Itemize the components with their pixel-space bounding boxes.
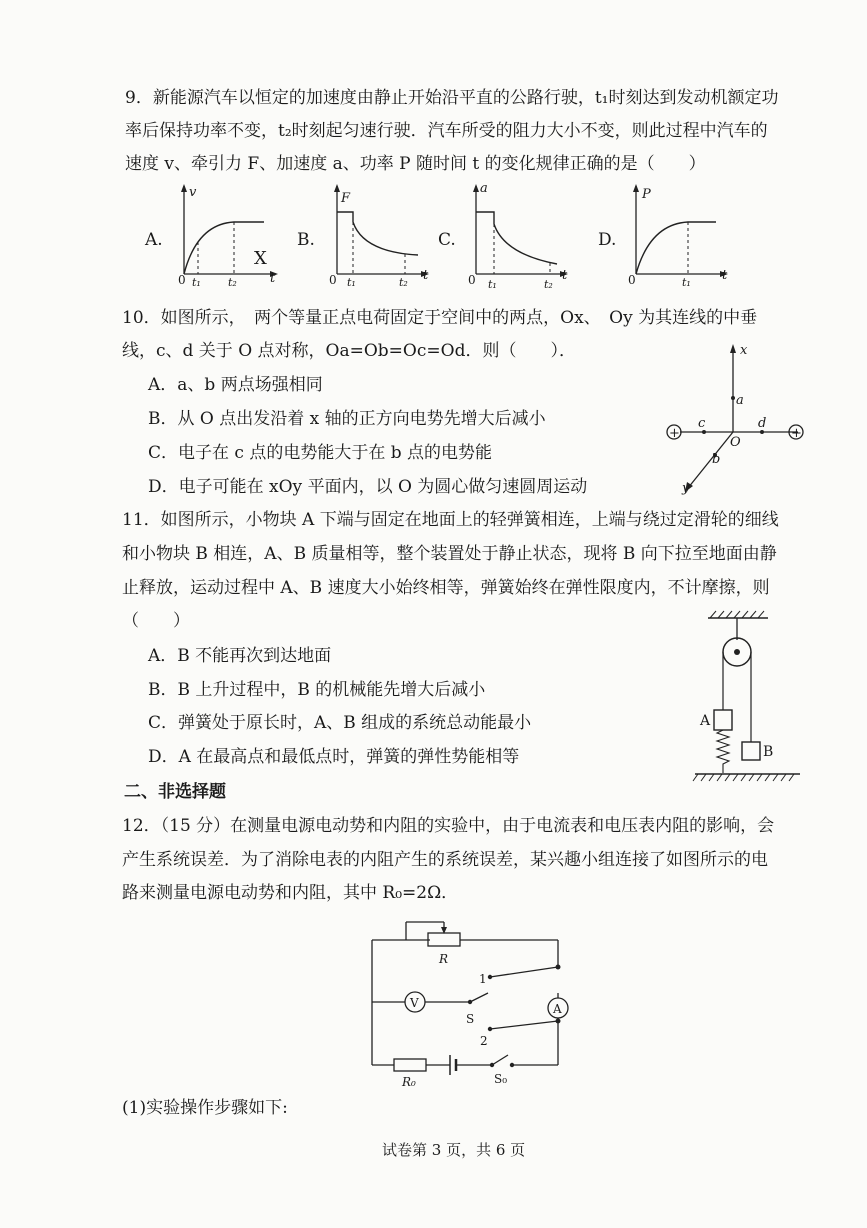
q10-charge-figure xyxy=(660,340,810,500)
q11-line-4: （ ） xyxy=(122,611,190,631)
q11-option-a: A．B 不能再次到达地面 xyxy=(148,646,332,666)
q10-option-a: A．a、b 两点场强相同 xyxy=(148,375,323,395)
graph-a-t2: t₂ xyxy=(228,276,237,289)
q11-line-3: 止释放，运动过程中 A、B 速度大小始终相等，弹簧始终在弹性限度内，不计摩擦，则 xyxy=(122,578,770,598)
q9-line-3: 速度 v、牵引力 F、加速度 a、功率 P 随时间 t 的变化规律正确的是（ ） xyxy=(125,154,706,174)
q10-option-b: B．从 O 点出发沿着 x 轴的正方向电势先增大后减小 xyxy=(148,409,546,429)
block-a-label: A xyxy=(700,713,711,729)
graph-d-origin: 0 xyxy=(628,273,636,287)
voltmeter-label: V xyxy=(410,996,419,1010)
q10-line-1: 10．如图所示， 两个等量正点电荷固定于空间中的两点，Ox、 Oy 为其连线的中垂 xyxy=(122,308,758,328)
terminal-2-label: 2 xyxy=(480,1034,488,1048)
q10-line-2: 线，c、d 关于 O 点对称，Oa=Ob=Oc=Od．则（ ）． xyxy=(122,341,576,361)
q9-option-a: A. xyxy=(145,230,163,250)
section-heading: 二、非选择题 xyxy=(124,782,226,802)
block-b-label: B xyxy=(763,744,774,760)
q11-line-1: 11．如图所示，小物块 A 下端与固定在地面上的轻弹簧相连，上端与绕过定滑轮的细线 xyxy=(122,510,779,530)
x-axis-label: x xyxy=(740,343,748,358)
graph-a-xlabel: t xyxy=(270,271,276,286)
switch-s-label: S xyxy=(466,1012,475,1026)
origin-o-label: O xyxy=(730,435,741,450)
page-footer: 试卷第 3 页，共 6 页 xyxy=(382,1141,526,1159)
q12-line-3: 路来测量电源电动势和内阻，其中 R₀=2Ω． xyxy=(122,883,459,903)
q10-option-c: C．电子在 c 点的电势能大于在 b 点的电势能 xyxy=(148,443,493,463)
graph-c-xlabel: t xyxy=(562,268,568,283)
point-b-label: b xyxy=(712,452,721,467)
point-a-label: a xyxy=(736,393,744,408)
q11-option-c: C．弹簧处于原长时，A、B 组成的系统总动能最小 xyxy=(148,713,532,733)
right-charge-sign: + xyxy=(791,426,802,441)
y-axis-label: y xyxy=(682,481,690,496)
graph-b-ylabel: F xyxy=(341,191,351,206)
q9-graph-b xyxy=(323,182,433,289)
graph-c-ylabel: a xyxy=(480,181,488,196)
q9-graph-d xyxy=(622,182,732,289)
q11-option-b: B．B 上升过程中，B 的机械能先增大后减小 xyxy=(148,680,486,700)
graph-c-origin: 0 xyxy=(468,273,476,287)
graph-b-t2: t₂ xyxy=(399,276,408,289)
ammeter-label: A xyxy=(553,1002,562,1016)
q12-line-1: 12．（15 分）在测量电源电动势和内阻的实验中，由于电流表和电压表内阻的影响，会 xyxy=(122,816,775,836)
graph-a-ylabel: v xyxy=(189,185,197,200)
graph-c-t1: t₁ xyxy=(488,278,497,291)
graph-a-t1: t₁ xyxy=(192,276,201,289)
resistor-r0-label: R₀ xyxy=(402,1075,416,1089)
graph-b-t1: t₁ xyxy=(347,276,356,289)
graph-c-t2: t₂ xyxy=(544,278,553,291)
q9-option-d: D. xyxy=(598,230,617,250)
switch-s0-label: S₀ xyxy=(494,1072,508,1086)
q9-option-c: C. xyxy=(438,230,456,250)
q12-line-2: 产生系统误差．为了消除电表的内阻产生的系统误差，某兴趣小组连接了如图所示的电 xyxy=(122,850,768,870)
q9-graph-c xyxy=(462,181,572,291)
graph-b-xlabel: t xyxy=(423,268,429,283)
left-charge-sign: + xyxy=(669,426,680,441)
q11-pulley-figure xyxy=(690,610,810,795)
graph-b-origin: 0 xyxy=(329,273,337,287)
q9-graph-a xyxy=(172,182,282,289)
q9-line-1: 9．新能源汽车以恒定的加速度由静止开始沿平直的公路行驶，t₁时刻达到发动机额定功 xyxy=(125,88,779,108)
terminal-1-label: 1 xyxy=(479,972,487,986)
point-c-label: c xyxy=(698,416,706,431)
graph-a-origin: 0 xyxy=(178,273,186,287)
graph-a-handwritten-mark: X xyxy=(254,248,267,269)
graph-d-ylabel: P xyxy=(642,187,651,202)
q12-step-heading: (1)实验操作步骤如下: xyxy=(122,1098,288,1118)
graph-d-t1: t₁ xyxy=(682,276,691,289)
q9-line-2: 率后保持功率不变，t₂时刻起匀速行驶．汽车所受的阻力大小不变，则此过程中汽车的 xyxy=(125,121,768,141)
q12-circuit-diagram xyxy=(360,905,580,1089)
graph-d-xlabel: t xyxy=(722,268,728,283)
q11-line-2: 和小物块 B 相连，A、B 质量相等，整个装置处于静止状态，现将 B 向下拉至地面由静 xyxy=(122,544,777,564)
q10-option-d: D．电子可能在 xOy 平面内，以 O 为圆心做匀速圆周运动 xyxy=(148,477,588,497)
point-d-label: d xyxy=(758,416,767,431)
q11-option-d: D．A 在最高点和最低点时，弹簧的弹性势能相等 xyxy=(148,747,520,767)
rheostat-label: R xyxy=(439,952,449,966)
q9-option-b: B. xyxy=(297,230,315,250)
